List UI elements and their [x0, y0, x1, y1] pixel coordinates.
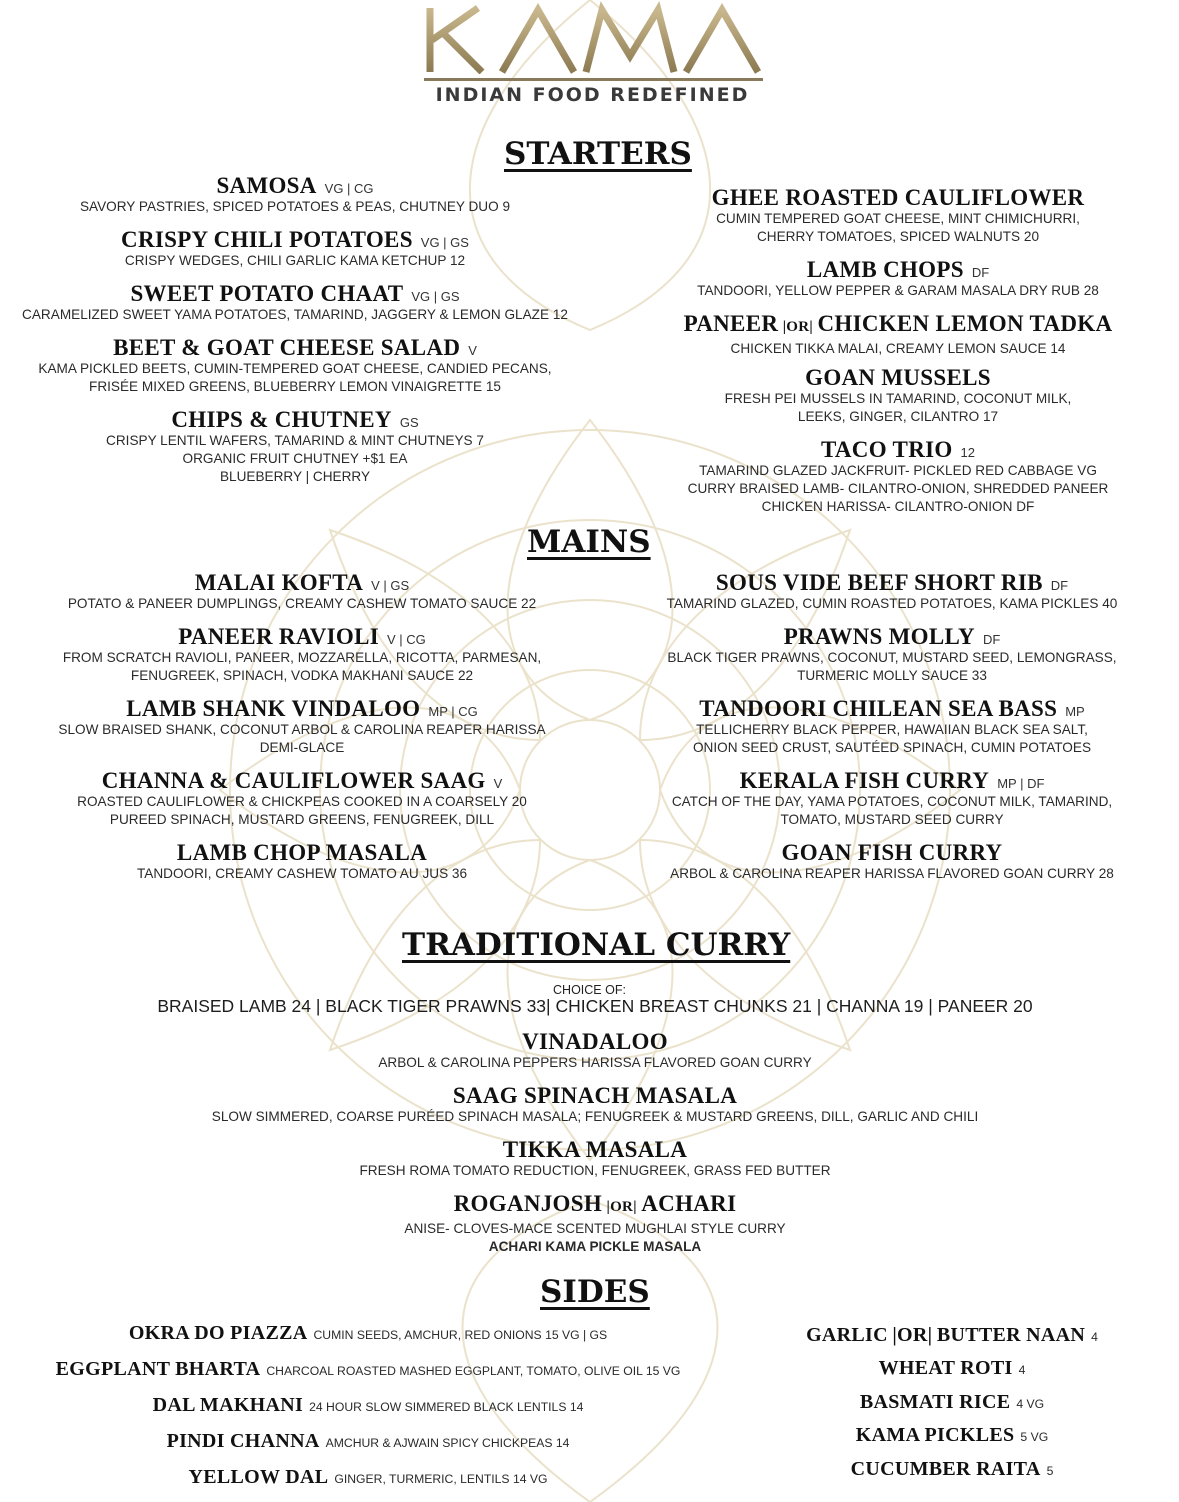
diet-tags: DF [971, 265, 990, 280]
or-separator: |OR| [782, 319, 814, 335]
item-description: CHARCOAL ROASTED MASHED EGGPLANT, TOMATO, OLIVE OIL 15 VG [266, 1364, 681, 1378]
diet-tags: V | GS [371, 578, 410, 593]
diet-tags: MP [1065, 704, 1085, 719]
item-description: ANISE- CLOVES-MACE SCENTED MUGHLAI STYLE CURRY [404, 1221, 786, 1236]
item-price: 4 [1091, 1330, 1098, 1344]
diet-tags: GS [399, 415, 419, 430]
starter-item [640, 185, 1156, 246]
side-item [780, 1356, 1124, 1381]
item-description: CURRY BRAISED LAMB- CILANTRO-ONION, SHREDDED PANEER [687, 481, 1109, 496]
item-name: LAMB CHOPS [806, 257, 964, 282]
starters-heading: STARTERS [504, 136, 692, 172]
item-name: CHIPS & CHUTNEY [171, 407, 392, 432]
item-name: ACHARI [641, 1191, 737, 1216]
item-description: ORGANIC FRUIT CHUTNEY +$1 EA [182, 451, 408, 466]
item-description: BLACK TIGER PRAWNS, COCONUT, MUSTARD SEED, LEMONGRASS, [667, 650, 1117, 665]
starter-item [0, 335, 590, 396]
item-price: 4 [1018, 1363, 1026, 1377]
protein-choices: BRAISED LAMB 24 | BLACK TIGER PRAWNS 33| CHICKEN BREAST CHUNKS 21 | CHANNA 19 | PANEER 20 [157, 996, 1033, 1016]
item-name: GOAN MUSSELS [805, 365, 991, 390]
side-item [780, 1457, 1124, 1482]
item-name: TANDOORI CHILEAN SEA BASS [699, 696, 1058, 721]
item-description: FRISÉE MIXED GREENS, BLUEBERRY LEMON VINAIGRETTE 15 [89, 379, 501, 394]
item-description: ONION SEED CRUST, SAUTÉED SPINACH, CUMIN POTATOES [692, 740, 1092, 755]
item-price: 5 [1046, 1464, 1054, 1478]
item-description: AMCHUR & AJWAIN SPICY CHICKPEAS 14 [325, 1436, 570, 1450]
item-name: LAMB CHOP MASALA [176, 840, 428, 865]
item-description: CHERRY TOMATOES, SPICED WALNUTS 20 [756, 229, 1040, 244]
starter-item [640, 437, 1156, 516]
side-item [0, 1465, 736, 1490]
starter-item [640, 365, 1156, 426]
side-item [0, 1357, 736, 1382]
diet-tags: VG | CG [324, 181, 374, 196]
main-item [0, 696, 604, 757]
item-name: WHEAT ROTI [878, 1357, 1013, 1379]
main-item [0, 570, 604, 613]
item-name: DAL MAKHANI [152, 1394, 304, 1416]
starter-item [640, 257, 1156, 300]
item-name: SWEET POTATO CHAAT [130, 281, 404, 306]
item-description: FENUGREEK, SPINACH, VODKA MAKHANI SAUCE 22 [130, 668, 474, 683]
starter-item [0, 281, 590, 324]
item-name: BUTTER NAAN [936, 1324, 1086, 1346]
main-item [630, 768, 1154, 829]
item-description: CATCH OF THE DAY, YAMA POTATOES, COCONUT MILK, TAMARIND, [671, 794, 1113, 809]
item-description: PUREED SPINACH, MUSTARD GREENS, FENUGREEK, DILL [109, 812, 495, 827]
or-separator: |OR| [892, 1324, 933, 1346]
diet-tags: V [493, 776, 503, 791]
side-item [0, 1429, 736, 1454]
diet-tags: MP | DF [997, 776, 1045, 791]
item-name: CUCUMBER RAITA [850, 1458, 1041, 1480]
item-name: BASMATI RICE [859, 1391, 1011, 1413]
item-name: YELLOW DAL [188, 1466, 329, 1488]
item-price: 5 VG [1020, 1430, 1049, 1444]
starter-item [0, 407, 590, 486]
item-description: SLOW BRAISED SHANK, COCONUT ARBOL & CAROLINA REAPER HARISSA [58, 722, 546, 737]
item-description: TAMARIND GLAZED, CUMIN ROASTED POTATOES, KAMA PICKLES 40 [666, 596, 1118, 611]
item-name: GOAN FISH CURRY [781, 840, 1003, 865]
item-description: KAMA PICKLED BEETS, CUMIN-TEMPERED GOAT CHEESE, CANDIED PECANS, [38, 361, 552, 376]
item-description: FRESH ROMA TOMATO REDUCTION, FENUGREEK, GRASS FED BUTTER [359, 1163, 831, 1178]
item-description: CUMIN SEEDS, AMCHUR, RED ONIONS 15 VG | GS [313, 1328, 608, 1342]
brand-tagline: INDIAN FOOD REDEFINED [435, 84, 750, 106]
item-description: GINGER, TURMERIC, LENTILS 14 VG [334, 1472, 548, 1486]
item-description: CHICKEN HARISSA- CILANTRO-ONION DF [761, 499, 1035, 514]
item-description: CRISPY WEDGES, CHILI GARLIC KAMA KETCHUP 12 [124, 253, 466, 268]
side-item [0, 1393, 736, 1418]
item-description: ARBOL & CAROLINA REAPER HARISSA FLAVORED GOAN CURRY 28 [670, 866, 1114, 881]
diet-tags: VG | GS [420, 235, 469, 250]
mains-heading: MAINS [527, 524, 651, 560]
item-description: CHICKEN TIKKA MALAI, CREAMY LEMON SAUCE 14 [730, 341, 1066, 356]
item-price: 4 VG [1016, 1397, 1045, 1411]
diet-tags: DF [982, 632, 1001, 647]
main-item [630, 570, 1154, 613]
item-description: FROM SCRATCH RAVIOLI, PANEER, MOZZARELLA, RICOTTA, PARMESAN, [62, 650, 542, 665]
item-description: SLOW SIMMERED, COARSE PURÉED SPINACH MASALA; FENUGREEK & MUSTARD GREENS, DILL, GARLIC AND CHILI [211, 1109, 979, 1124]
traditional-curry-heading: TRADITIONAL CURRY [402, 927, 791, 963]
item-description: ROASTED CAULIFLOWER & CHICKPEAS COOKED IN A COARSELY 20 [77, 794, 527, 809]
item-name: KAMA PICKLES [855, 1424, 1015, 1446]
item-name: CRISPY CHILI POTATOES [121, 227, 413, 252]
item-description: TANDOORI, YELLOW PEPPER & GARAM MASALA DRY RUB 28 [697, 283, 1099, 298]
or-separator: |OR| [606, 1199, 637, 1215]
item-name: SAMOSA [216, 173, 317, 198]
item-name: CHICKEN LEMON TADKA [817, 311, 1113, 336]
item-name: GARLIC [806, 1324, 888, 1346]
sides-heading: SIDES [540, 1274, 650, 1310]
main-item [630, 624, 1154, 685]
item-name: PRAWNS MOLLY [783, 624, 975, 649]
starter-item [640, 311, 1156, 358]
side-item [0, 1321, 736, 1346]
curry-item [0, 1191, 1179, 1256]
item-description: TANDOORI, CREAMY CASHEW TOMATO AU JUS 36 [136, 866, 468, 881]
main-item [0, 624, 604, 685]
item-name: VINADALOO [522, 1029, 668, 1054]
side-item [780, 1323, 1124, 1348]
item-name: CHANNA & CAULIFLOWER SAAG [101, 768, 486, 793]
item-name: SOUS VIDE BEEF SHORT RIB [715, 570, 1043, 595]
curry-item [0, 1137, 1179, 1180]
item-name: MALAI KOFTA [194, 570, 364, 595]
item-name: PANEER [683, 311, 779, 336]
item-name: TIKKA MASALA [502, 1137, 688, 1162]
item-description: ARBOL & CAROLINA PEPPERS HARISSA FLAVORED GOAN CURRY [378, 1055, 812, 1070]
item-description: CRISPY LENTIL WAFERS, TAMARIND & MINT CHUTNEYS 7 [106, 433, 484, 448]
kama-logo [420, 0, 765, 74]
diet-tags: MP | CG [428, 704, 478, 719]
item-name: PANEER RAVIOLI [178, 624, 380, 649]
main-item [0, 840, 604, 883]
item-description: FRESH PEI MUSSELS IN TAMARIND, COCONUT MILK, [724, 391, 1072, 406]
choice-label: CHOICE OF: [553, 983, 626, 997]
item-description: CARAMELIZED SWEET YAMA POTATOES, TAMARIND, JAGGERY & LEMON GLAZE 12 [22, 307, 568, 322]
main-item [630, 840, 1154, 883]
diet-tags: DF [1050, 578, 1069, 593]
item-name: LAMB SHANK VINDALOO [126, 696, 421, 721]
main-item [630, 696, 1154, 757]
item-name: PINDI CHANNA [166, 1430, 320, 1452]
item-name: BEET & GOAT CHEESE SALAD [113, 335, 461, 360]
starter-item [0, 173, 590, 216]
starter-item [0, 227, 590, 270]
curry-item [0, 1083, 1179, 1126]
diet-tags: VG | GS [411, 289, 460, 304]
item-price: 12 [960, 445, 976, 460]
side-item [780, 1390, 1124, 1415]
curry-item [0, 1029, 1179, 1072]
item-description: CUMIN TEMPERED GOAT CHEESE, MINT CHIMICHURRI, [716, 211, 1080, 226]
item-description: BLUEBERRY | CHERRY [219, 469, 371, 484]
item-name: ROGANJOSH [453, 1191, 603, 1216]
item-description: TAMARIND GLAZED JACKFRUIT- PICKLED RED CABBAGE VG [699, 463, 1097, 478]
item-name: OKRA DO PIAZZA [128, 1322, 308, 1344]
item-description: 24 HOUR SLOW SIMMERED BLACK LENTILS 14 [309, 1400, 584, 1414]
item-name: TACO TRIO [820, 437, 953, 462]
item-description: DEMI-GLACE [259, 740, 345, 755]
item-description: POTATO & PANEER DUMPLINGS, CREAMY CASHEW TOMATO SAUCE 22 [67, 596, 537, 611]
item-name: GHEE ROASTED CAULIFLOWER [711, 185, 1085, 210]
item-description: TURMERIC MOLLY SAUCE 33 [797, 668, 987, 683]
logo-rule [424, 78, 763, 81]
item-name: SAAG SPINACH MASALA [452, 1083, 738, 1108]
item-description: TOMATO, MUSTARD SEED CURRY [780, 812, 1004, 827]
item-description: TELLICHERRY BLACK PEPPER, HAWAIIAN BLACK SEA SALT, [696, 722, 1088, 737]
diet-tags: V | CG [387, 632, 426, 647]
side-item [780, 1423, 1124, 1448]
item-name: KERALA FISH CURRY [739, 768, 990, 793]
main-item [0, 768, 604, 829]
diet-tags: V [468, 343, 477, 358]
item-description: LEEKS, GINGER, CILANTRO 17 [797, 409, 999, 424]
item-description: SAVORY PASTRIES, SPICED POTATOES & PEAS, CHUTNEY DUO 9 [79, 199, 511, 214]
item-description-bold: ACHARI KAMA PICKLE MASALA [488, 1239, 702, 1254]
item-name: EGGPLANT BHARTA [55, 1358, 261, 1380]
